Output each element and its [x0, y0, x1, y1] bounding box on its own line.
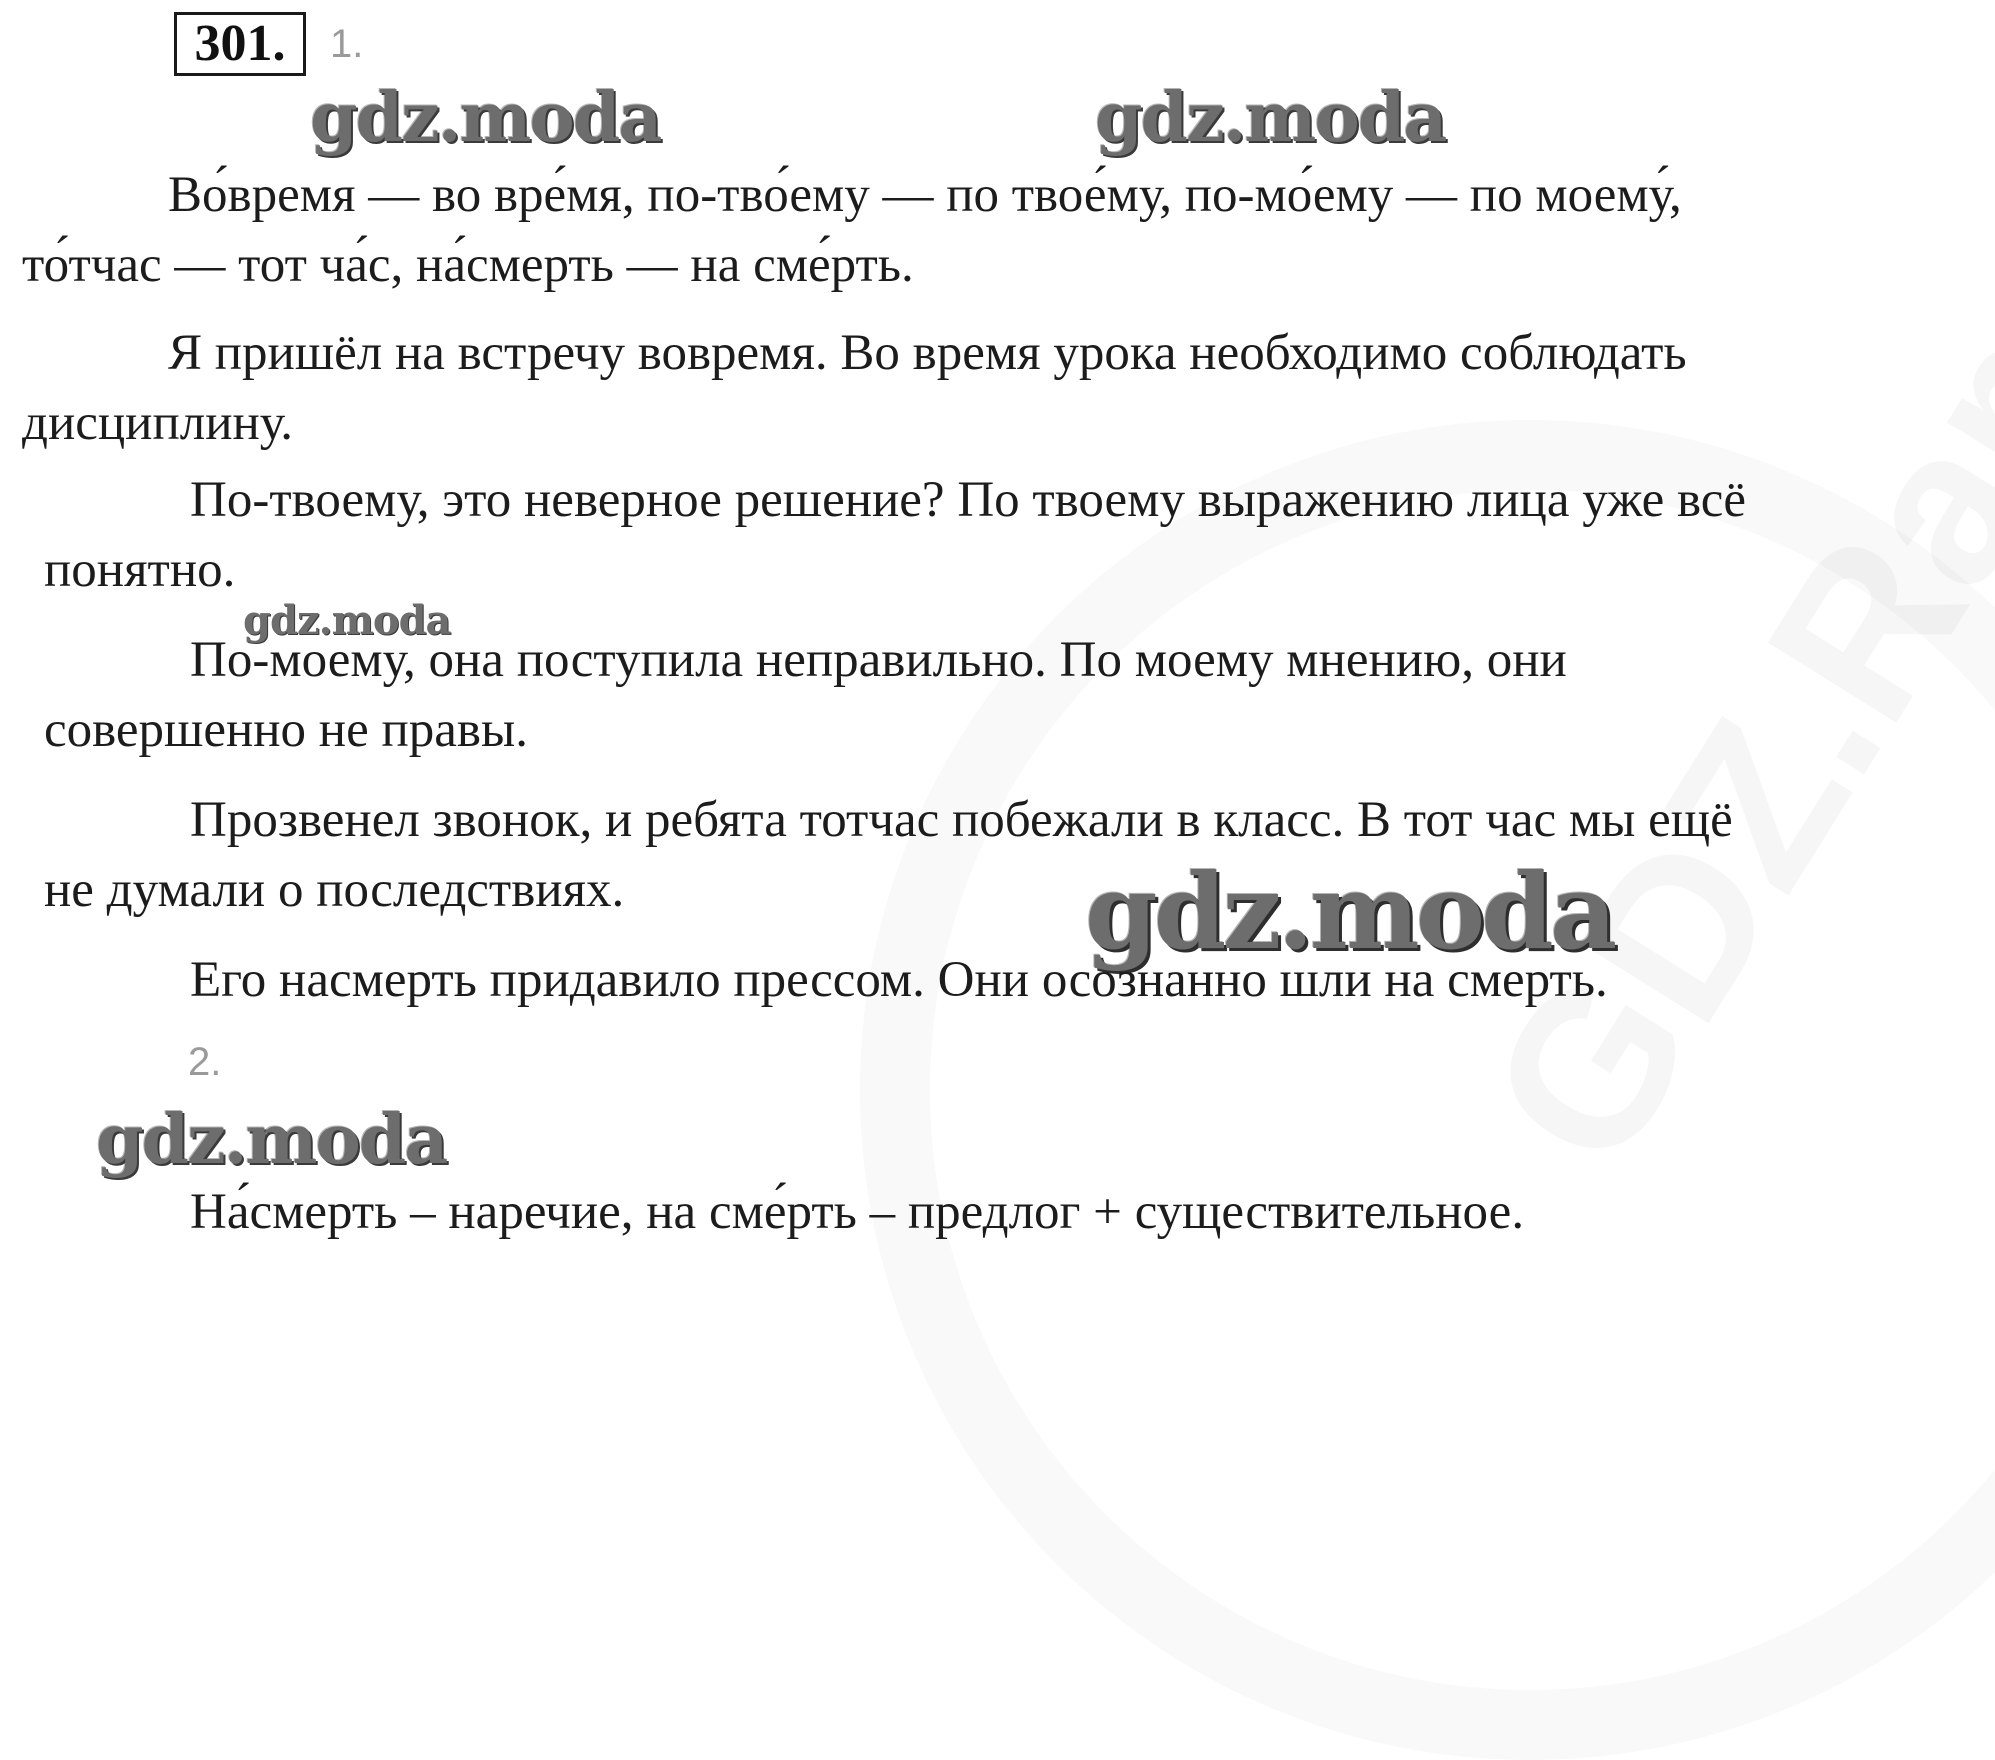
paragraph-po-moemu [44, 625, 1964, 765]
text-line: не думали о последствиях. [44, 862, 625, 918]
paragraph-part2-explanation [44, 1177, 1964, 1247]
watermark-logo: gdz.moda [310, 78, 661, 158]
paragraph-vovremya [22, 318, 1942, 458]
paragraph-stress-pairs [22, 160, 1942, 300]
background-watermark-ring [860, 420, 1995, 1760]
paragraph-totchas [44, 785, 1964, 925]
paragraph-nasmert [44, 945, 1964, 1015]
paragraph-po-tvoemu [44, 465, 1964, 605]
exercise-number: 301. [174, 12, 306, 76]
watermark-logo: gdz.moda [1085, 850, 1614, 973]
watermark-logo: gdz.moda [1095, 78, 1446, 158]
part-1-label: 1. [330, 22, 364, 66]
watermark-logo: gdz.moda [243, 597, 451, 644]
text-line: На́смерть – наречие, на сме́рть – предлог + существительное. [190, 1184, 1525, 1240]
text-line: По-моему, она поступила неправильно. По моему мнению, они [190, 632, 1567, 688]
text-line: Я пришёл на встречу вовремя. Во время урока необходимо соблюдать [168, 325, 1687, 381]
text-line: Его насмерть придавило прессом. Они осознанно шли на смерть. [190, 952, 1608, 1008]
text-line: По-твоему, это неверное решение? По твоему выражению лица уже всё [190, 472, 1747, 528]
part-2-label: 2. [188, 1040, 222, 1084]
text-line: Во́время — во вре́мя, по-тво́ему — по твое́му, по-мо́ему — по моему́, [168, 167, 1682, 223]
text-line: Прозвенел звонок, и ребята тотчас побежали в класс. В тот час мы ещё [190, 792, 1733, 848]
text-line: понятно. [44, 542, 236, 598]
watermark-logo: gdz.moda [96, 1100, 447, 1180]
text-line: совершенно не правы. [44, 702, 529, 758]
text-line: дисциплину. [22, 395, 293, 451]
text-line: то́тчас — тот ча́с, на́смерть — на сме́рть. [22, 237, 914, 293]
